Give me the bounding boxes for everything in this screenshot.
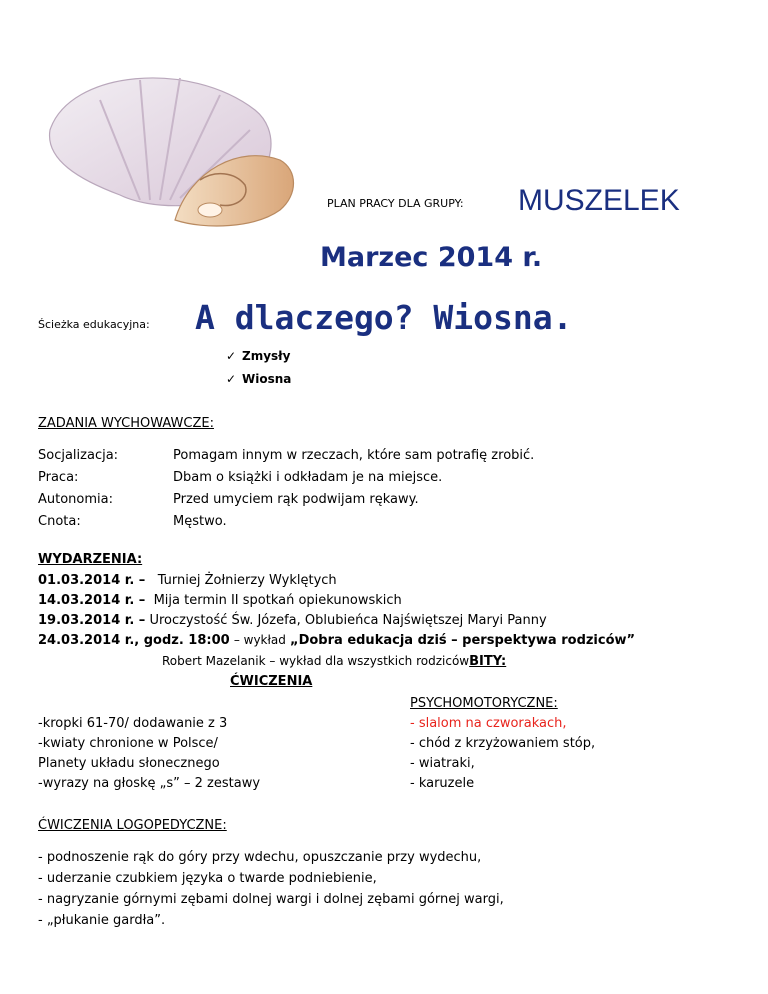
task-label: Socjalizacja: [38,448,119,463]
task-row [38,514,227,529]
psychomotor-item: - karuzele [410,776,475,791]
education-path-label: Ścieżka edukacyjna: [38,318,150,331]
event-item [38,633,635,648]
event-date: 19.03.2014 r. – [38,613,146,628]
task-row [38,470,442,485]
exercises-heading: ĆWICZENIA [230,674,313,689]
event-text: Turniej Żołnierzy Wyklętych [157,573,337,588]
task-text: Pomagam innym w rzeczach, które sam potrafię zrobić. [173,448,535,463]
events-heading: WYDARZENIA: [38,552,143,567]
event-date: 14.03.2014 r. – [38,593,146,608]
event-item [38,613,547,628]
event-date: 01.03.2014 r. – [38,573,146,588]
exercise-item: Planety układu słonecznego [38,756,220,771]
speech-item: - „płukanie gardła”. [38,913,166,928]
checklist-item: ✓ Zmysły [226,349,291,363]
checkmark-icon: ✓ [226,372,237,386]
event-highlight: „Dobra edukacja dziś – perspektywa rodziców” [290,633,636,648]
event-item [38,593,402,608]
speech-item: - nagryzanie górnymi zębami dolnej wargi i dolnej zębami górnej wargi, [38,892,504,907]
speech-heading: ĆWICZENIA LOGOPEDYCZNE: [38,818,227,833]
task-row [38,448,534,463]
bity-label: BITY: [469,654,507,669]
psychomotor-heading: PSYCHOMOTORYCZNE: [410,696,558,711]
event-text: – wykład [233,633,286,647]
event-date: 24.03.2014 r., godz. 18:00 [38,633,230,648]
plan-label: PLAN PRACY DLA GRUPY: [327,197,464,210]
tasks-heading: ZADANIA WYCHOWAWCZE: [38,416,214,431]
task-label: Autonomia: [38,492,113,507]
speech-item: - podnoszenie rąk do góry przy wdechu, opuszczanie przy wydechu, [38,850,482,865]
psychomotor-item: - wiatraki, [410,756,475,771]
lecture-note-text: Robert Mazelanik – wykład dla wszystkich rodziców [162,654,470,668]
event-item [38,573,337,588]
task-label: Praca: [38,470,79,485]
task-text: Dbam o książki i odkładam je na miejsce. [173,470,443,485]
psychomotor-item: - chód z krzyżowaniem stóp, [410,736,596,751]
exercise-item: -kropki 61-70/ dodawanie z 3 [38,716,228,731]
event-text: Mija termin II spotkań opiekunowskich [153,593,402,608]
task-text: Przed umyciem rąk podwijam rękawy. [173,492,419,507]
task-label: Cnota: [38,514,81,529]
task-text: Męstwo. [173,514,227,529]
exercise-item: -wyrazy na głoskę „s” – 2 zestawy [38,776,261,791]
task-row [38,492,419,507]
checkmark-icon: ✓ [226,349,237,363]
speech-item: - uderzanie czubkiem języka o twarde podniebienie, [38,871,377,886]
checklist-item: ✓ Wiosna [226,372,292,386]
exercise-item: -kwiaty chronione w Polsce/ [38,736,218,751]
event-text: Uroczystość Św. Józefa, Oblubieńca Najświętszej Maryi Panny [149,613,547,628]
month-title: Marzec 2014 r. [320,242,543,273]
psychomotor-item: - slalom na czworakach, [410,716,567,731]
lecture-note [162,654,506,669]
shell-illustration [40,60,300,230]
education-path-title: A dlaczego? Wiosna. [195,298,573,337]
group-name: MUSZELEK [518,184,680,217]
